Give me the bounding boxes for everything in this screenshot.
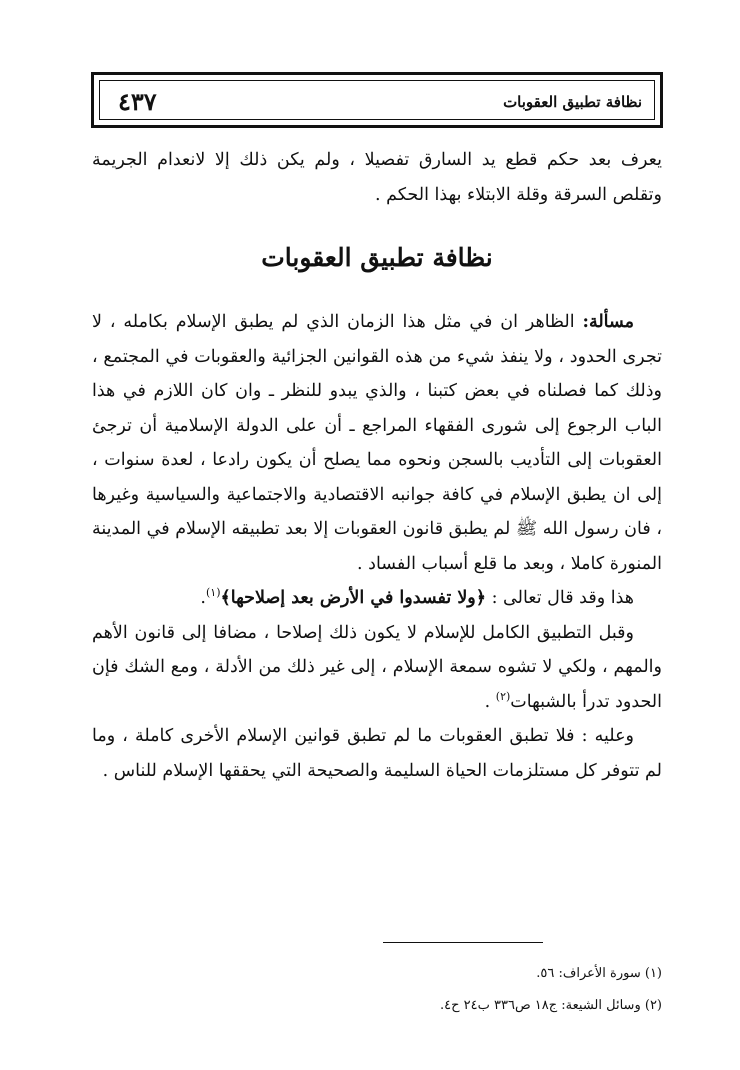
paragraph-1	[92, 305, 662, 581]
running-header	[91, 72, 663, 128]
footnote-ref-2: (٢)	[495, 689, 511, 703]
footnote-ref-1: (١)	[205, 586, 221, 600]
paragraph-3	[92, 616, 662, 720]
paragraph-3-end: .	[484, 691, 496, 712]
footnote-2: (٢) وسائل الشيعة: ج١٨ ص٣٣٦ ب٢٤ ح٤.	[439, 998, 662, 1013]
paragraph-3-text: وقبل التطبيق الكامل للإسلام لا يكون ذلك إصلاحا ، مضافا إلى قانون الأهم والمهم ، ولكي لا تشوه سمعة الإسلام ، إلى غير ذلك من الأدلة ، ومع الشك فإن الحدود تدرأ بالشبهات	[92, 622, 662, 712]
paragraph-4: وعليه : فلا تطبق العقوبات ما لم تطبق قوانين الإسلام الأخرى كاملة ، وما لم تتوفر كل مستلزمات الحياة السليمة والصحيحة التي يحققها الإسلام للناس .	[92, 726, 662, 781]
intro-paragraph: يعرف بعد حكم قطع يد السارق تفصيلا ، ولم يكن ذلك إلا لانعدام الجريمة وتقلص السرقة وقلة الابتلاء بهذا الحكم .	[92, 150, 662, 205]
header-title: نظافة تطبيق العقوبات	[503, 93, 642, 111]
footnotes	[92, 958, 662, 1022]
header-inner-border	[99, 80, 655, 120]
paragraph-2	[92, 581, 662, 616]
quran-verse: ﴿ولا تفسدوا في الأرض بعد إصلاحها﴾	[220, 588, 487, 608]
page-number: ٤٣٧	[118, 87, 157, 116]
paragraph-2-end: .	[200, 588, 206, 608]
paragraph-2-text: هذا وقد قال تعالى :	[486, 588, 634, 608]
footnote-divider	[383, 942, 543, 943]
paragraph-1-lead: مسألة:	[582, 312, 634, 332]
footnote-1: (١) سورة الأعراف: ٥٦.	[536, 966, 662, 981]
paragraph-1-text: الظاهر ان في مثل هذا الزمان الذي لم يطبق الإسلام بكامله ، لا تجرى الحدود ، ولا ينفذ شيء من هذه القوانين الجزائية والعقوبات في المجتمع ، وذلك كما فصلناه في بعض كتبنا ، والذي يبدو للنظر ـ وان كان اللازم في هذا الباب الرجوع إلى شورى الفقهاء المراجع ـ أن على الدولة الإسلامية أن ترجئ العقوبات إلى التأديب بالسجن ونحوه مما يصلح أن يكون رادعا ، لعدة سنوات ، إلى ان يطبق الإسلام في كافة جوانبه الاقتصادية والاجتماعية والسياسية وغيرها ، فان رسول الله ﷺ لم يطبق قانون العقوبات إلا بعد تطبيقه الإسلام في المدينة المنورة كاملا ، وبعد ما قلع أسباب الفساد .	[92, 312, 662, 574]
section-title: نظافة تطبيق العقوبات	[261, 243, 493, 272]
page-body	[92, 143, 662, 788]
